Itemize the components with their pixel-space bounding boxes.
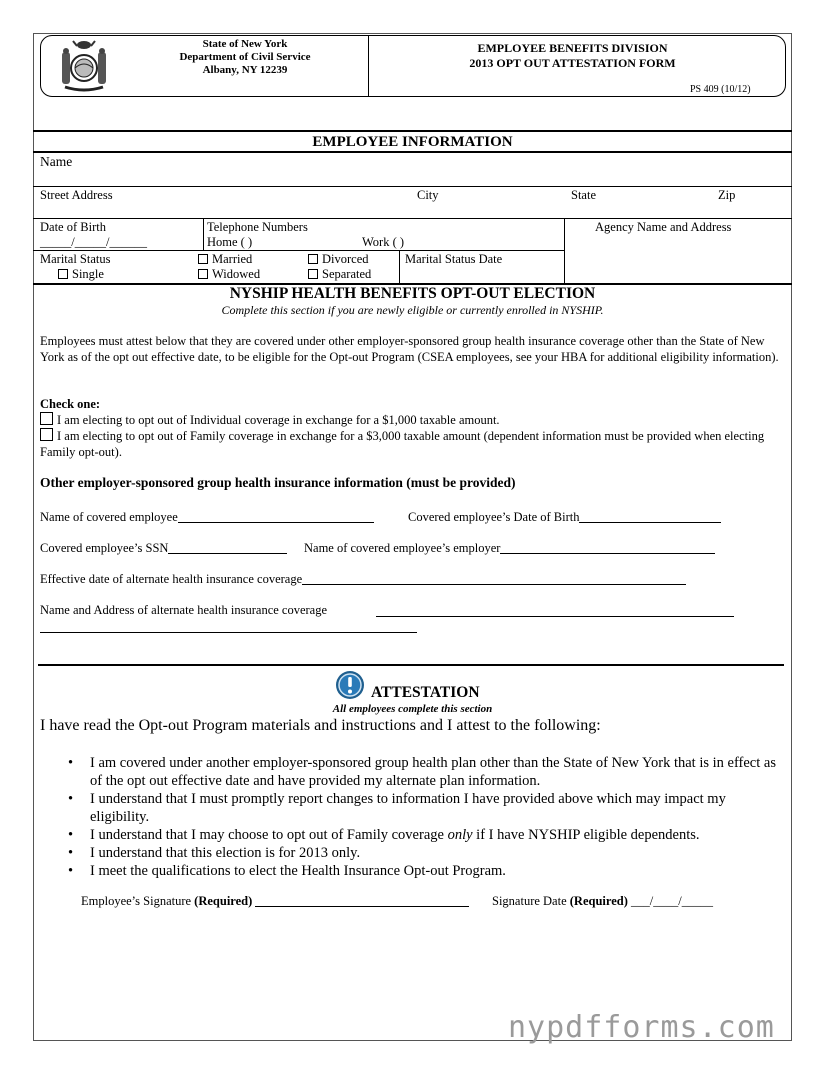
list-item-text: if I have NYSHIP eligible dependents. (472, 827, 700, 843)
signature-date-label: Signature Date (492, 894, 570, 908)
individual-checkbox[interactable] (40, 412, 53, 425)
individual-option[interactable] (40, 412, 785, 429)
alt-insurance-line-2[interactable] (40, 632, 417, 633)
row-divider (33, 186, 792, 187)
married-option[interactable] (198, 252, 252, 267)
section-rule (38, 664, 784, 666)
covered-employee-ssn-label: Covered employee’s SSN (40, 541, 169, 555)
division-name: EMPLOYEE BENEFITS DIVISION (477, 41, 668, 55)
marital-status-date-field[interactable]: Marital Status Date (405, 252, 503, 266)
home-phone-field[interactable]: Home ( ) (207, 235, 253, 249)
section-rule-bottom (33, 151, 792, 153)
header-divider (368, 36, 369, 96)
exclamation-circle-icon (335, 670, 365, 700)
covered-employee-name-label: Name of covered employee (40, 510, 178, 524)
agency-name-field[interactable]: Agency Name and Address (595, 220, 732, 234)
alt-insurance-name-field: Name and Address of alternate health insurance coverage (40, 603, 328, 617)
other-insurance-heading: Other employer-sponsored group health insurance information (must be provided) (40, 475, 516, 490)
separated-label: Separated (322, 267, 372, 281)
form-title (400, 41, 745, 71)
effective-date-line[interactable] (302, 572, 686, 585)
name-field[interactable]: Name (40, 154, 73, 169)
section-rule-top (33, 130, 792, 132)
separated-checkbox[interactable] (308, 269, 318, 279)
election-intro: Employees must attest below that they are covered under other employer-sponsored group health insurance coverage other than the State of New York as of the opt out effective date, to be eligible for the Opt-out Program (CSEA employees, see your HBA for additional eligibility information). (40, 334, 779, 364)
covered-employee-employer-field[interactable] (304, 541, 715, 556)
divorced-checkbox[interactable] (308, 254, 318, 264)
zip-field[interactable]: Zip (718, 188, 736, 202)
single-label: Single (72, 267, 104, 281)
widowed-label: Widowed (212, 267, 261, 281)
covered-employee-dob-label: Covered employee’s Date of Birth (408, 510, 580, 524)
page-border (33, 33, 792, 1041)
attestation-list (68, 754, 784, 880)
signature-field[interactable] (81, 894, 469, 909)
signature-required: (Required) (194, 894, 253, 908)
list-item (68, 826, 784, 844)
individual-option-label: I am electing to opt out of Individual coverage in exchange for a $1,000 taxable amount. (57, 413, 500, 427)
attestation-intro: I have read the Opt-out Program materials and instructions and I attest to the following: (40, 717, 601, 734)
signature-date-required: (Required) (569, 894, 628, 908)
dob-field[interactable]: Date of Birth (40, 220, 106, 234)
list-item: • I understand that I must promptly report changes to information I have provided above which may impact my eligibility. (68, 790, 784, 826)
work-phone-field[interactable]: Work ( ) (362, 235, 405, 249)
married-label: Married (212, 252, 253, 266)
form-name: 2013 OPT OUT ATTESTATION FORM (469, 56, 676, 70)
list-item: • I am covered under another employer-sponsored group health plan other than the State of New York that is in effect as of the opt out effective date and have provided my alternate plan information. (68, 754, 784, 790)
election-subtitle: Complete this section if you are newly eligible or currently enrolled in NYSHIP. (221, 303, 604, 317)
list-item: • I understand that this election is for 2013 only. (68, 844, 784, 862)
married-checkbox[interactable] (198, 254, 208, 264)
effective-date-field[interactable] (40, 572, 686, 587)
row-divider (33, 250, 564, 251)
employee-info-title: EMPLOYEE INFORMATION (312, 134, 513, 150)
election-title: NYSHIP HEALTH BENEFITS OPT-OUT ELECTION (229, 285, 596, 302)
state-field[interactable]: State (571, 188, 596, 202)
agency-line-2: Department of Civil Service (179, 51, 311, 63)
single-checkbox[interactable] (58, 269, 68, 279)
single-option[interactable] (58, 267, 104, 282)
covered-employee-dob-line[interactable] (579, 510, 721, 523)
divorced-option[interactable] (308, 252, 369, 267)
family-option[interactable] (40, 428, 785, 460)
family-checkbox[interactable] (40, 428, 53, 441)
form-number: PS 409 (10/12) (690, 84, 751, 95)
signature-date-field[interactable] (492, 894, 713, 909)
effective-date-label: Effective date of alternate health insurance coverage (40, 572, 303, 586)
covered-employee-name-line[interactable] (178, 510, 374, 523)
covered-employee-employer-label: Name of covered employee’s employer (304, 541, 501, 555)
list-item-text: I understand that I may choose to opt out of Family coverage (90, 827, 448, 843)
list-item-emphasis: only (447, 827, 473, 843)
marital-status-label: Marital Status (40, 252, 111, 266)
widowed-checkbox[interactable] (198, 269, 208, 279)
watermark: nypdfforms.com (508, 1010, 775, 1045)
cell-divider (203, 218, 204, 250)
covered-employee-dob-field[interactable] (408, 510, 721, 525)
agency-line-1: State of New York (202, 38, 288, 50)
attestation-title: ATTESTATION (371, 684, 480, 701)
attestation-subtitle: All employees complete this section (332, 703, 493, 715)
signature-line[interactable] (255, 894, 469, 907)
covered-employee-employer-line[interactable] (500, 541, 715, 554)
dob-blank[interactable]: _____/_____/______ (40, 235, 147, 249)
family-option-label: I am electing to opt out of Family coverage in exchange for a $3,000 taxable amount (dependent information must be provided when electing Family opt-out). (40, 429, 765, 459)
agency-line-3: Albany, NY 12239 (202, 64, 288, 76)
telephone-label: Telephone Numbers (207, 220, 308, 234)
signature-date-blank[interactable]: ___/____/_____ (631, 894, 713, 908)
covered-employee-name-field[interactable] (40, 510, 374, 525)
divorced-label: Divorced (322, 252, 369, 266)
list-item: • I meet the qualifications to elect the Health Insurance Opt-out Program. (68, 862, 784, 880)
widowed-option[interactable] (198, 267, 260, 282)
city-field[interactable]: City (417, 188, 439, 202)
agency-address (170, 38, 320, 77)
separated-option[interactable] (308, 267, 371, 282)
street-address-field[interactable]: Street Address (40, 188, 113, 202)
covered-employee-ssn-line[interactable] (168, 541, 287, 554)
cell-divider (564, 218, 565, 283)
signature-label: Employee’s Signature (81, 894, 195, 908)
check-one-label: Check one: (40, 397, 101, 411)
row-divider (33, 218, 792, 219)
alt-insurance-line-1[interactable] (376, 616, 734, 617)
cell-divider (399, 250, 400, 283)
covered-employee-ssn-field[interactable] (40, 541, 287, 556)
new-york-state-seal-icon (57, 38, 111, 94)
